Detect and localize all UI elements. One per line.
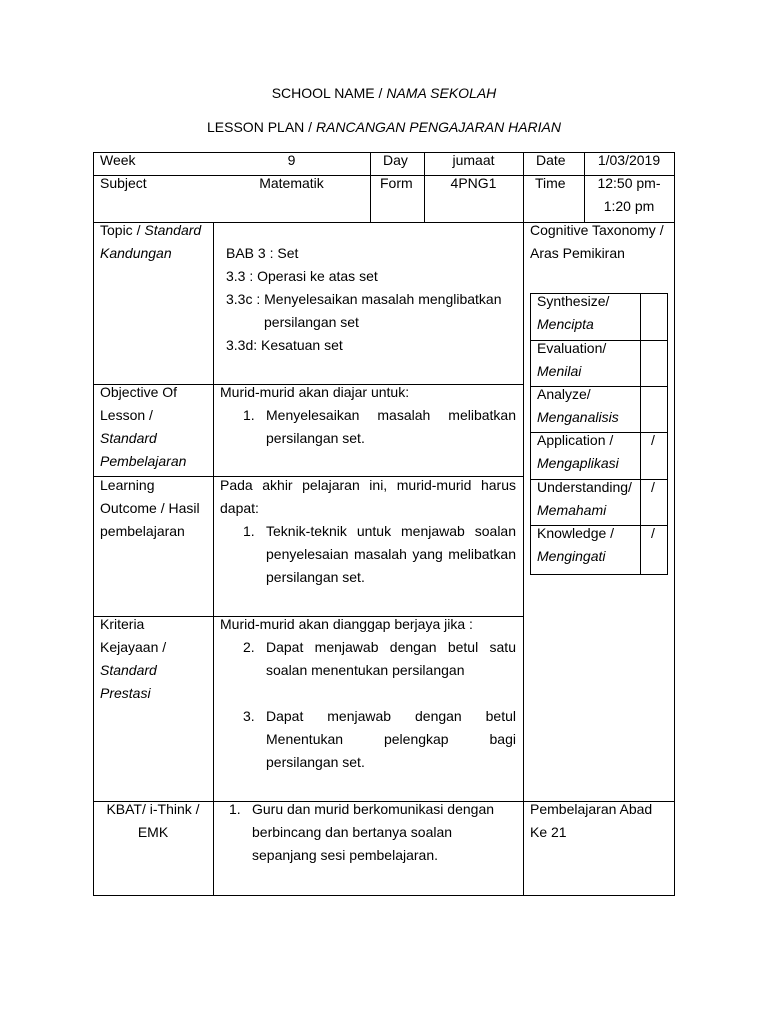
list-number: 3. <box>243 708 255 724</box>
objective-intro: Murid-murid akan diajar untuk: <box>220 384 410 400</box>
level-name-en: Understanding/ <box>537 479 632 495</box>
topic-label: Topic / Standard <box>100 222 202 238</box>
kbat-label: KBAT/ i-Think / <box>106 801 200 817</box>
kbat-label: EMK <box>137 824 169 840</box>
week-label: Week <box>100 152 136 168</box>
level-mark: / <box>651 525 655 541</box>
level-name-ms: Mencipta <box>537 316 594 332</box>
outcome-item: Teknik-teknik untuk menjawab soalan penyelesaian masalah yang melibatkan persilangan set. <box>266 523 516 585</box>
cognitive-title: Cognitive Taxonomy / <box>530 222 664 238</box>
level-name-ms: Menganalisis <box>537 409 619 425</box>
objective-label: Standard <box>100 430 157 446</box>
list-number: 1. <box>229 801 241 817</box>
outcome-label: pembelajaran <box>100 523 185 539</box>
topic-line: 3.3d: Kesatuan set <box>226 337 343 353</box>
form-label: Form <box>380 175 413 191</box>
level-name-en: Evaluation/ <box>537 340 607 356</box>
subject-value: Matematik <box>259 175 324 191</box>
day-value: jumaat <box>452 152 495 168</box>
criteria-intro: Murid-murid akan dianggap berjaya jika : <box>220 616 473 632</box>
level-name-en: Knowledge / <box>537 525 615 541</box>
list-number: 2. <box>243 639 255 655</box>
kbat-right-label: Pembelajaran Abad <box>530 801 653 817</box>
objective-label: Pembelajaran <box>100 453 187 469</box>
school-name-heading <box>0 85 768 101</box>
day-label: Day <box>383 152 408 168</box>
time-label: Time <box>535 175 566 191</box>
time-value-line2: 1:20 pm <box>603 198 655 214</box>
date-label: Date <box>536 152 566 168</box>
level-name-ms: Memahami <box>537 502 607 518</box>
list-number: 1. <box>243 407 255 423</box>
criteria-label: Kriteria <box>100 616 145 632</box>
week-value: 9 <box>287 152 296 168</box>
date-value: 1/03/2019 <box>597 152 661 168</box>
outcome-label: Learning <box>100 477 155 493</box>
subject-label: Subject <box>100 175 147 191</box>
criteria-label: Prestasi <box>100 685 151 701</box>
school-name-italic: NAMA SEKOLAH <box>386 85 497 101</box>
time-value-line1: 12:50 pm- <box>597 175 661 191</box>
criteria-label: Kejayaan / <box>100 639 167 655</box>
level-name-ms: Mengingati <box>537 548 606 564</box>
level-name-ms: Menilai <box>537 363 582 379</box>
lesson-plan-label: LESSON PLAN / <box>207 119 316 135</box>
topic-label-italic: Kandungan <box>100 245 172 261</box>
lesson-plan-heading <box>0 119 768 135</box>
criteria-item: Dapat menjawab dengan betul Menentukan pelengkap bagi persilangan set. <box>266 708 516 770</box>
lesson-plan-italic: RANCANGAN PENGAJARAN HARIAN <box>315 119 561 135</box>
objective-item: Menyelesaikan masalah melibatkan persilangan set. <box>266 407 516 446</box>
level-name-en: Synthesize/ <box>537 293 610 309</box>
criteria-label: Standard <box>100 662 157 678</box>
topic-line: persilangan set <box>264 314 359 330</box>
objective-label: Lesson / <box>100 407 153 423</box>
objective-label: Objective Of <box>100 384 178 400</box>
school-name-label: SCHOOL NAME / <box>271 85 387 101</box>
outcome-label: Outcome / Hasil <box>100 500 200 516</box>
criteria-item: Dapat menjawab dengan betul satu soalan menentukan persilangan <box>266 639 516 678</box>
level-mark: / <box>651 432 655 448</box>
topic-line: BAB 3 : Set <box>226 245 299 261</box>
outcome-intro: Pada akhir pelajaran ini, murid-murid harus dapat: <box>220 477 516 516</box>
level-name-en: Application / <box>537 432 614 448</box>
list-number: 1. <box>243 523 255 539</box>
level-mark: / <box>651 479 655 495</box>
topic-line: 3.3c : Menyelesaikan masalah menglibatkan <box>226 291 502 307</box>
form-value: 4PNG1 <box>450 175 497 191</box>
kbat-right-label: Ke 21 <box>530 824 567 840</box>
topic-line: 3.3 : Operasi ke atas set <box>226 268 378 284</box>
level-name-ms: Mengaplikasi <box>537 455 619 471</box>
kbat-item: Guru dan murid berkomunikasi dengan berbincang dan bertanya soalan sepanjang sesi pembelajaran. <box>252 801 495 863</box>
cognitive-title: Aras Pemikiran <box>530 245 625 261</box>
level-name-en: Analyze/ <box>537 386 591 402</box>
